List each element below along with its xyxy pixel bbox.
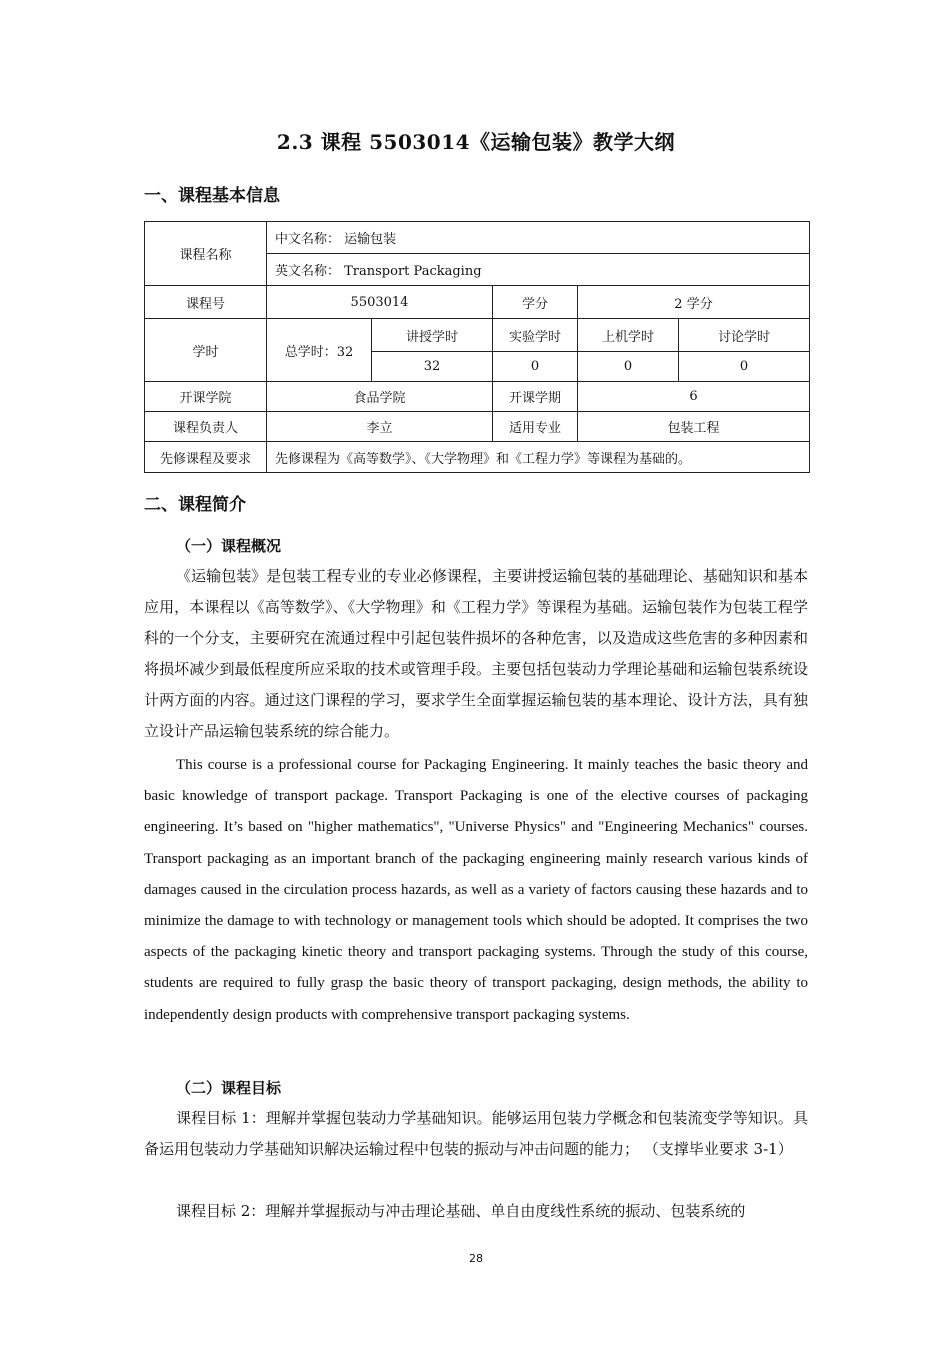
- course-number-label: 课程号: [145, 286, 267, 319]
- page-number: 28: [469, 1252, 483, 1265]
- course-lead-value: 李立: [267, 412, 493, 442]
- college-value: 食品学院: [267, 382, 493, 412]
- chinese-name-cell: 中文名称： 运输包装: [267, 222, 810, 254]
- table-row: [145, 442, 810, 473]
- credit-label: 学分: [493, 286, 578, 319]
- college-label: 开课学院: [145, 382, 267, 412]
- credit-value: 2 学分: [578, 286, 810, 319]
- table-row: [145, 222, 810, 254]
- lab-hours-label: 实验学时: [493, 319, 578, 352]
- course-number-value: 5503014: [267, 286, 493, 319]
- lecture-hours-value: 32: [372, 352, 493, 382]
- section-heading-introduction: 二、课程简介: [144, 495, 246, 515]
- subheading-overview: （一）课程概况: [176, 537, 282, 555]
- lecture-hours-label: 讲授学时: [372, 319, 493, 352]
- english-name-cell: 英文名称： Transport Packaging: [267, 254, 810, 286]
- subheading-objectives: （二）课程目标: [176, 1079, 282, 1097]
- table-row: [145, 319, 810, 352]
- course-name-label: 课程名称: [145, 222, 267, 286]
- hours-label: 学时: [145, 319, 267, 382]
- computer-hours-label: 上机学时: [578, 319, 679, 352]
- lab-hours-value: 0: [493, 352, 578, 382]
- objective-1-paragraph: 课程目标 1：理解并掌握包装动力学基础知识。能够运用包装力学概念和包装流变学等知识。具备运用包装动力学基础知识解决运输过程中包装的振动与冲击问题的能力； （支撑毕业要求 3-1）: [144, 1109, 808, 1158]
- discussion-hours-label: 讨论学时: [679, 319, 810, 352]
- semester-label: 开课学期: [493, 382, 578, 412]
- overview-chinese-paragraph: 《运输包装》是包装工程专业的专业必修课程，主要讲授运输包装的基础理论、基础知识和基本应用，本课程以《高等数学》、《大学物理》和《工程力学》等课程为基础。运输包装作为包装工程学科的一个分支，主要研究在流通过程中引起包装件损坏的各种危害，以及造成这些危害的多种因素和将损坏减少到最低程度所应采取的技术或管理手段。主要包括包装动力学理论基础和运输包装系统设计两方面的内容。通过这门课程的学习，要求学生全面掌握运输包装的基本理论、设计方法，具有独立设计产品运输包装系统的综合能力。: [144, 567, 808, 740]
- major-label: 适用专业: [493, 412, 578, 442]
- table-row: [145, 412, 810, 442]
- total-hours: 总学时：32: [267, 319, 372, 382]
- document-title: 2.3 课程 5503014《运输包装》教学大纲: [276, 130, 676, 154]
- prerequisite-label: 先修课程及要求: [145, 442, 267, 473]
- section-heading-basic-info: 一、课程基本信息: [144, 186, 280, 206]
- overview-english-paragraph: This course is a professional course for Packaging Engineering. It mainly teaches the basic theory and basic knowledge of transport package. Transport Packaging is one of the elective courses of packaging engineering. It’s based on "higher mathematics", "Universe Physics" and "Engineering Mechanics" courses. Transport packaging as an important branch of the packaging engineering mainly research various kinds of damages caused in the circulation process hazards, as well as a variety of factors causing these hazards and to minimize the damage to with technology or management tools which should be adopted. It comprises the two aspects of the packaging kinetic theory and transport packaging systems. Through the study of this course, students are required to fully grasp the basic theory of transport packaging, design methods, the ability to independently design products with comprehensive transport packaging systems.: [144, 757, 808, 1023]
- course-lead-label: 课程负责人: [145, 412, 267, 442]
- semester-value: 6: [578, 382, 810, 412]
- objective-2-paragraph: 课程目标 2：理解并掌握振动与冲击理论基础、单自由度线性系统的振动、包装系统的: [176, 1202, 746, 1220]
- discussion-hours-value: 0: [679, 352, 810, 382]
- course-info-table: [144, 221, 810, 473]
- prerequisite-value: 先修课程为《高等数学》、《大学物理》和《工程力学》等课程为基础的。: [267, 442, 810, 473]
- table-row: [145, 382, 810, 412]
- table-row: [145, 286, 810, 319]
- computer-hours-value: 0: [578, 352, 679, 382]
- major-value: 包装工程: [578, 412, 810, 442]
